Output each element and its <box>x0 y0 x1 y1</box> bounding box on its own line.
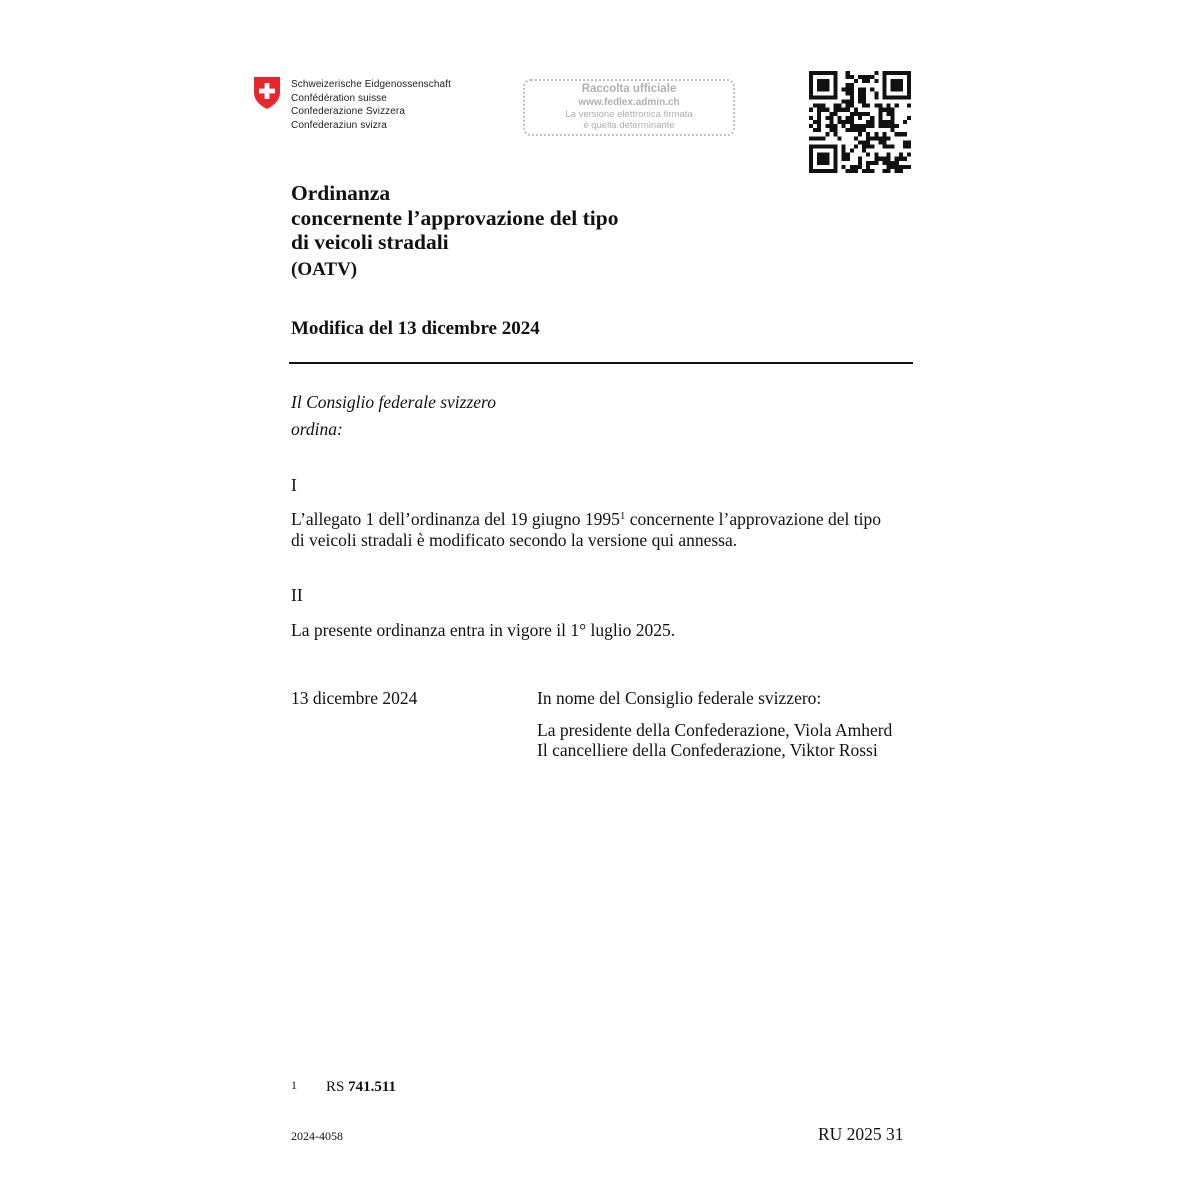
footnote-rs-number[interactable]: 741.511 <box>348 1079 397 1095</box>
confederation-name-fr: Confédération suisse <box>291 92 387 104</box>
section-1-text-before-note: L’allegato 1 dell’ordinanza del 19 giugno 1995 <box>291 509 620 529</box>
stamp-note-line1: La versione elettronica firmata <box>565 109 693 120</box>
footnote-number: 1 <box>291 1078 297 1092</box>
title-line-3: di veicoli stradali <box>291 230 449 254</box>
footnote-text <box>326 1079 396 1096</box>
confederation-name-it: Confederazione Svizzera <box>291 106 406 117</box>
footnote-prefix: RS <box>326 1079 349 1095</box>
title-line-2: concernente l’approvazione del tipo <box>291 205 619 230</box>
stamp-url: www.fedlex.admin.ch <box>578 97 680 108</box>
ru-reference: RU 2025 31 <box>818 1124 904 1144</box>
stamp-note-line2: è quella determinante <box>583 120 675 131</box>
title-divider <box>289 362 913 364</box>
confederation-names <box>291 78 451 132</box>
confederation-name-de: Schweizerische Eidgenossenschaft <box>291 79 451 90</box>
section-1-paragraph-line-2: di veicoli stradali è modificato secondo la versione qui annessa. <box>291 530 738 550</box>
document-id: 2024-4058 <box>291 1129 343 1143</box>
footnote-reference[interactable]: 1 <box>619 510 626 522</box>
qr-code-icon <box>809 71 911 173</box>
signature-date: 13 dicembre 2024 <box>291 688 418 708</box>
section-2-paragraph: La presente ordinanza entra in vigore il 1° luglio 2025. <box>291 620 676 640</box>
amendment-date-heading: Modifica del 13 dicembre 2024 <box>291 318 540 339</box>
section-1-paragraph-line-1 <box>291 509 881 530</box>
section-numeral-2: II <box>291 585 303 605</box>
preamble-authority: Il Consiglio federale svizzero <box>291 392 496 412</box>
section-1-text-after-note: concernente l’approvazione del tipo <box>625 509 881 529</box>
signatory-chancellor: Il cancelliere della Confederazione, Viktor Rossi <box>537 740 878 760</box>
document-title <box>291 181 618 255</box>
preamble-verb: ordina: <box>291 419 343 439</box>
signatory-president: La presidente della Confederazione, Viola Amherd <box>537 720 893 740</box>
official-collection-stamp <box>523 79 735 136</box>
confederation-name-rm: Confederaziun svizra <box>291 119 387 131</box>
title-line-1: Ordinanza <box>291 181 391 205</box>
document-abbreviation: (OATV) <box>291 259 358 280</box>
section-numeral-1: I <box>291 475 297 495</box>
swiss-cross-shield-icon <box>252 76 282 110</box>
signature-intro: In nome del Consiglio federale svizzero: <box>537 688 822 708</box>
stamp-title: Raccolta ufficiale <box>581 83 677 95</box>
